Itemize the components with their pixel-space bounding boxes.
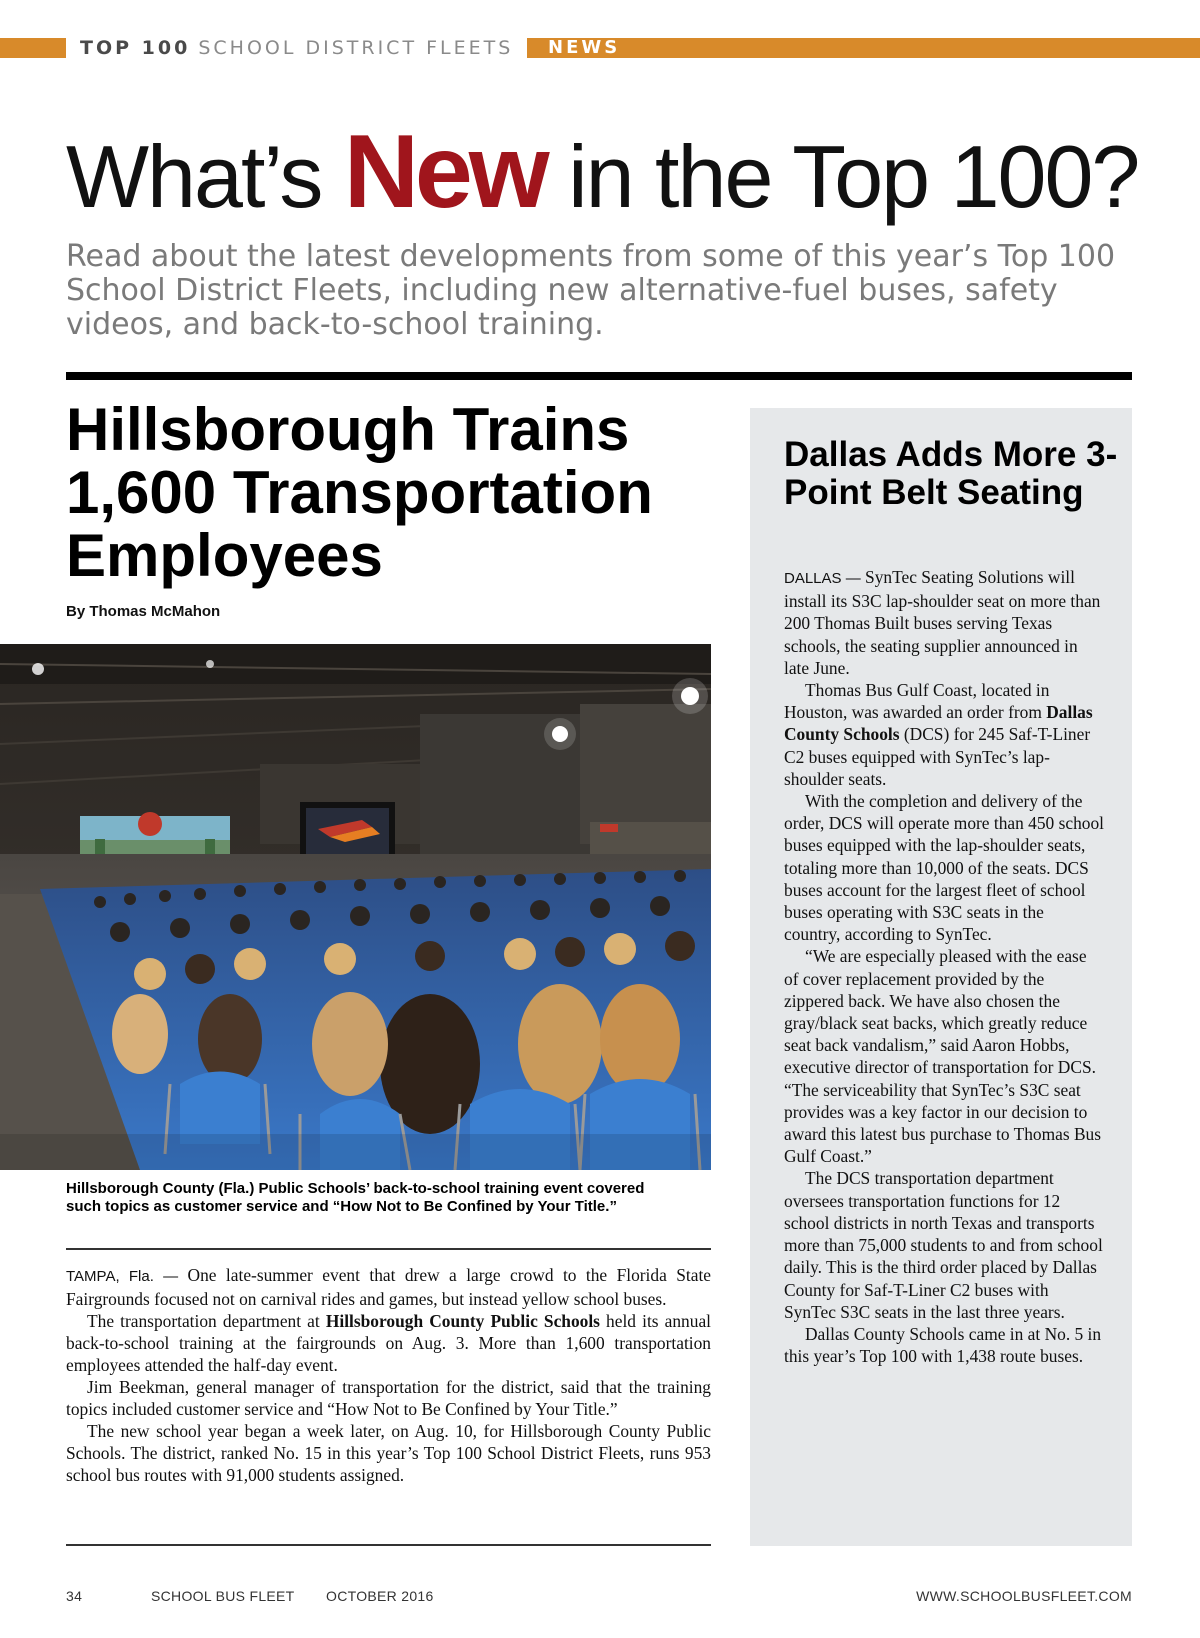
photo-caption: Hillsborough County (Fla.) Public Schools’ back-to-school training event covered such topics as customer service and “How Not to Be Confined by Your Title.” bbox=[66, 1180, 645, 1215]
sidebar-paragraph: The DCS transportation department oversees transportation functions for 12 school districts in north Texas and transports more than 75,000 students to and from school daily. This is the third order placed by Dallas County for Saf-T-Liner C2 buses with SynTec S3C seats in the last three years. bbox=[784, 1168, 1103, 1322]
sidebar-paragraph bbox=[784, 679, 1104, 790]
caption-rule bbox=[66, 1248, 711, 1250]
sidebar-text: SynTec Seating Solutions will install its S3C lap-shoulder seat on more than 200 Thomas Built buses serving Texas schools, the seating supplier announced in late June. bbox=[784, 567, 1101, 678]
story-text: One late-summer event that drew a large crowd to the Florida State Fairgrounds focused not on carnival rides and games, but instead yellow school buses. bbox=[66, 1265, 712, 1309]
section-tag: NEWS bbox=[548, 37, 621, 58]
footer-url: WWW.SCHOOLBUSFLEET.COM bbox=[916, 1588, 1132, 1604]
sidebar-text: (DCS) for 245 Saf-T-Liner C2 buses equipped with SynTec’s lap-shoulder seats. bbox=[784, 724, 1091, 789]
footer-page-number: 34 bbox=[66, 1588, 83, 1604]
sidebar-paragraph: With the completion and delivery of the order, DCS will operate more than 450 school buses equipped with the lap-shoulder seats, totaling more than 10,000 of the seats. DCS buses account for the largest fleet of school buses operating with S3C seats in the country, according to SynTec. bbox=[784, 791, 1104, 945]
story-text: held its annual back-to-school training at the fairgrounds on Aug. 3. More than 1,600 transportation employees attended the half-day event. bbox=[66, 1311, 712, 1375]
sidebar-paragraph: “We are especially pleased with the ease of cover replacement provided by the zippered back. We have also chosen the gray/black seat backs, which greatly reduce seat back vandalism,” said Aaron Hobbs, executive director of transportation for DCS. “The serviceability that SynTec’s S3C seat provides was a key factor in our decision to award this latest bus purchase to Thomas Bus Gulf Coast.” bbox=[784, 946, 1102, 1167]
story-paragraph: Jim Beekman, general manager of transportation for the district, said that the training topics included customer service and “How Not to Be Confined by Your Title.” bbox=[66, 1377, 711, 1419]
story-organization: Hillsborough County Public Schools bbox=[325, 1311, 600, 1331]
footer-date: OCTOBER 2016 bbox=[326, 1588, 434, 1604]
training-event-photo bbox=[0, 644, 711, 1170]
sidebar-box bbox=[750, 408, 1132, 1546]
story-paragraph bbox=[66, 1310, 711, 1376]
page-deck: Read about the latest developments from some of this year’s Top 100 School District Fleets, including new alternative-fuel buses, safety videos, and back-to-school training. bbox=[66, 239, 1116, 342]
section-header-bar bbox=[0, 38, 1200, 58]
sidebar-dateline: DALLAS — bbox=[784, 570, 861, 587]
sidebar-title: Dallas Adds More 3-Point Belt Seating bbox=[784, 435, 1118, 512]
section-label-strong: TOP 100 bbox=[80, 37, 191, 59]
section-label-light: SCHOOL DISTRICT FLEETS bbox=[198, 37, 514, 59]
story-paragraph: The new school year began a week later, on Aug. 10, for Hillsborough County Public Schools. The district, ranked No. 15 in this year’s Top 100 School District Fleets, runs 953 school bus routes with 91,000 students assigned. bbox=[66, 1421, 711, 1485]
headline-before: What’s bbox=[66, 127, 344, 226]
sidebar-paragraph bbox=[784, 566, 1104, 679]
story-dateline: TAMPA, Fla. — bbox=[66, 1268, 179, 1285]
story-body bbox=[66, 1264, 711, 1486]
divider-rule bbox=[66, 372, 1132, 380]
story-byline: By Thomas McMahon bbox=[66, 603, 221, 620]
footer-magazine: SCHOOL BUS FLEET bbox=[151, 1588, 295, 1604]
headline-accent: New bbox=[343, 114, 546, 230]
sidebar-body bbox=[784, 566, 1104, 1367]
headline-after: in the Top 100? bbox=[545, 127, 1139, 226]
story-paragraph bbox=[66, 1264, 711, 1310]
sidebar-organization: Dallas County Schools bbox=[784, 702, 1093, 745]
page-headline bbox=[66, 114, 1139, 230]
section-label bbox=[66, 38, 527, 58]
story-title: Hillsborough Trains 1,600 Transportation Employees bbox=[66, 396, 653, 589]
sidebar-text: Thomas Bus Gulf Coast, located in Houston, was awarded an order from bbox=[784, 680, 1050, 723]
story-text: The transportation department at bbox=[87, 1311, 326, 1331]
story-end-rule bbox=[66, 1544, 711, 1546]
sidebar-paragraph: Dallas County Schools came in at No. 5 in this year’s Top 100 with 1,438 route buses. bbox=[784, 1323, 1102, 1367]
